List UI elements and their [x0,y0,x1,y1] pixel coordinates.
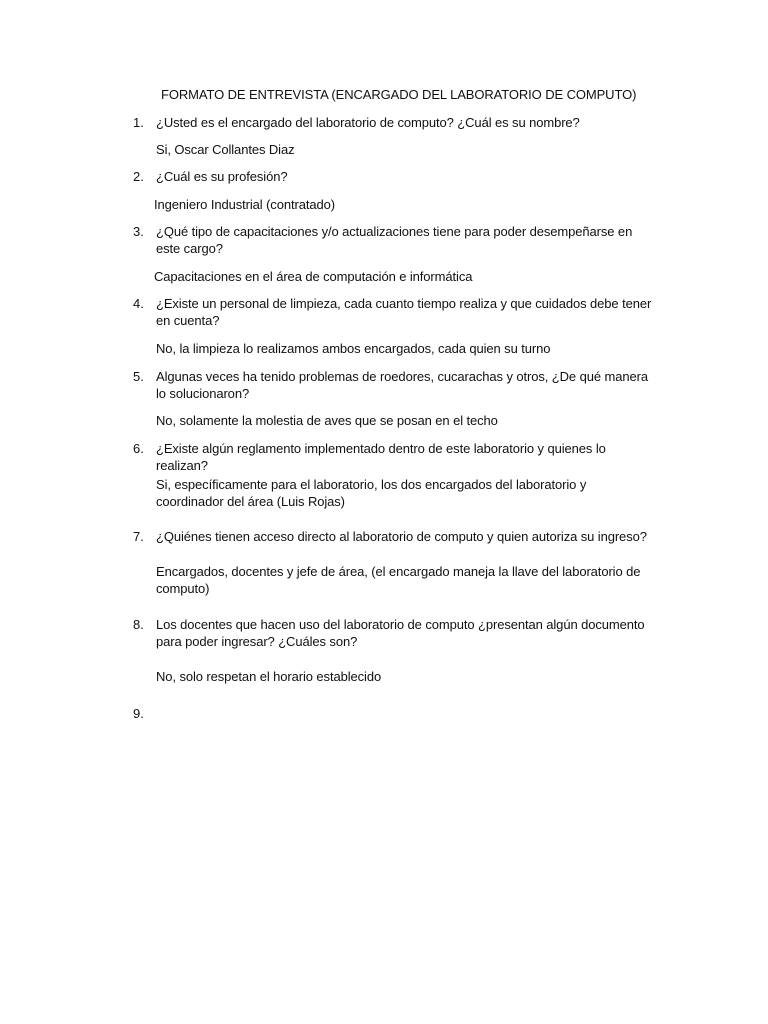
answer-text: No, solamente la molestia de aves que se posan en el techo [156,413,498,428]
item-number: 3. [133,224,144,239]
question-text: Algunas veces ha tenido problemas de roedores, cucarachas y otros, ¿De qué manera lo solucionaron? [156,369,648,401]
item-number: 2. [133,169,144,184]
item-number: 5. [133,369,144,384]
answer-text: Encargados, docentes y jefe de área, (el encargado maneja la llave del laboratorio de computo) [156,564,641,596]
document-title: FORMATO DE ENTREVISTA (ENCARGADO DEL LABORATORIO DE COMPUTO) [161,87,637,102]
answer-text: Capacitaciones en el área de computación e informática [154,269,473,284]
item-number: 4. [133,296,144,311]
question-text: ¿Existe un personal de limpieza, cada cuanto tiempo realiza y que cuidados debe tener en cuenta? [156,296,652,328]
question-text: ¿Cuál es su profesión? [156,169,288,184]
question-text: Los docentes que hacen uso del laboratorio de computo ¿presentan algún documento para poder ingresar? ¿Cuáles son? [156,617,645,649]
answer-text: Si, específicamente para el laboratorio, los dos encargados del laboratorio y coordinador del área (Luis Rojas) [156,477,587,509]
answer-text: Ingeniero Industrial (contratado) [154,197,335,212]
item-number: 8. [133,617,144,632]
answer-text: No, la limpieza lo realizamos ambos encargados, cada quien su turno [156,341,551,356]
answer-text: No, solo respetan el horario establecido [156,669,382,684]
item-number: 7. [133,529,144,544]
question-text: ¿Usted es el encargado del laboratorio de computo? ¿Cuál es su nombre? [156,115,580,130]
item-number: 6. [133,441,144,456]
item-number: 1. [133,115,144,130]
item-number: 9. [133,706,144,721]
answer-text: Si, Oscar Collantes Diaz [156,142,295,157]
question-text: ¿Quiénes tienen acceso directo al laboratorio de computo y quien autoriza su ingreso? [156,529,647,544]
question-text: ¿Existe algún reglamento implementado dentro de este laboratorio y quienes lo realizan? [156,441,606,473]
question-text: ¿Qué tipo de capacitaciones y/o actualizaciones tiene para poder desempeñarse en este cargo? [156,224,633,256]
